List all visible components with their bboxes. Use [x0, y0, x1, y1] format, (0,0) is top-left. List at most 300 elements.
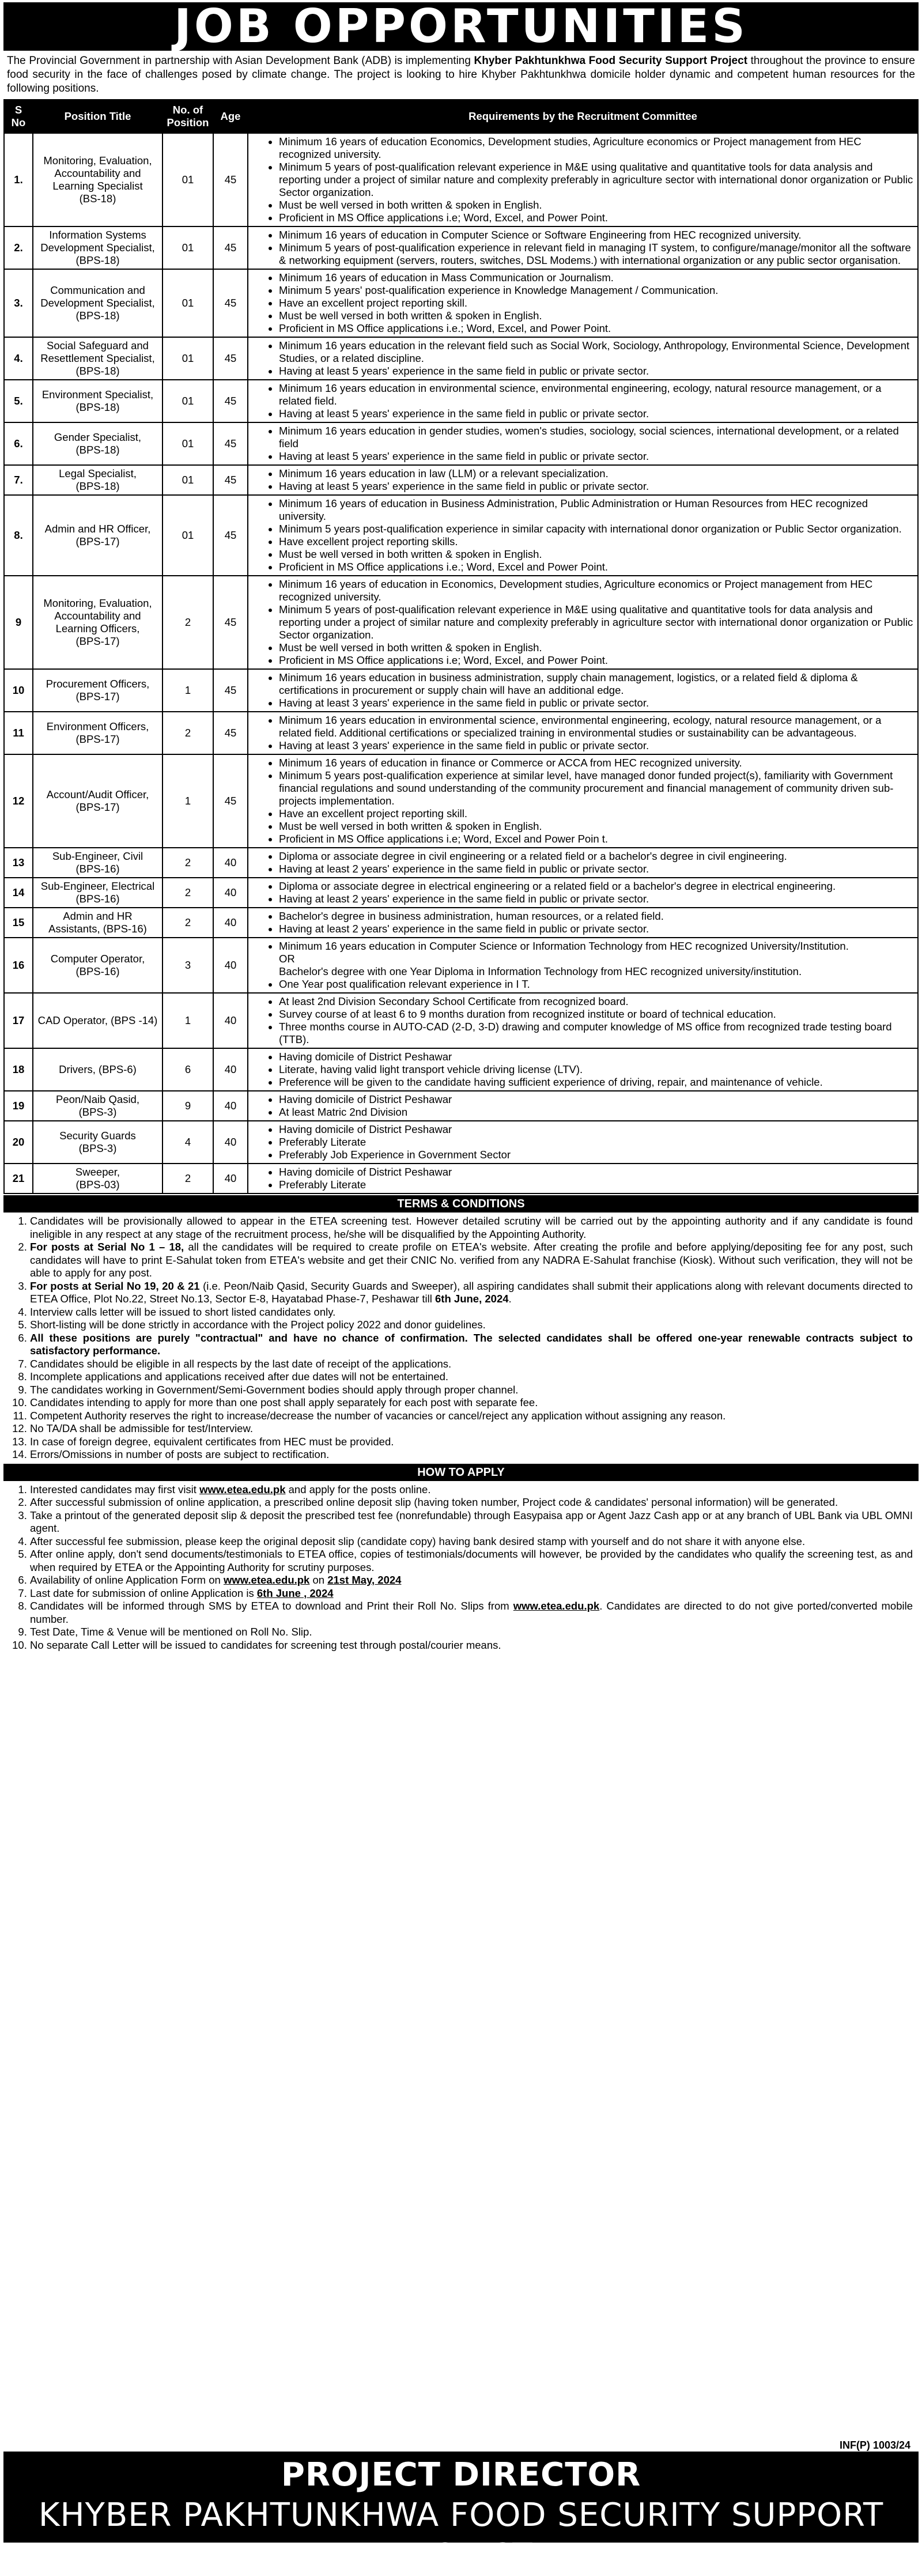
how-to-item: [30, 1626, 913, 1639]
how-to-text-end: on: [309, 1574, 328, 1586]
term-item: [30, 1422, 913, 1436]
number-of-positions: 2: [163, 712, 213, 754]
table-row: [4, 422, 918, 465]
position-grade: (BPS-18): [75, 401, 120, 413]
term-item: [30, 1332, 913, 1358]
term-text: The candidates working in Government/Semi-Government bodies should apply through proper channel.: [30, 1383, 519, 1396]
position-name: Social Safeguard and Resettlement Specialist,: [40, 339, 155, 364]
requirements: [248, 908, 918, 938]
position-name: Sub-Engineer, Electrical: [40, 880, 155, 892]
header-age: Age: [213, 100, 248, 133]
how-to-text: Availability of online Application Form on: [30, 1574, 224, 1586]
requirements-list: [251, 578, 915, 667]
table-body: [4, 133, 918, 1193]
table-row: [4, 380, 918, 422]
how-to-text: After successful submission of online application, a prescribed online deposit slip (having token number, Project code & candidates' personal information) will be generated.: [30, 1496, 838, 1508]
number-of-positions: 01: [163, 269, 213, 337]
requirement-item: • Minimum 5 years of post-qualification experience in relevant field in managing IT system, to configure/manage/monitor all the software & networking equipment (servers, routers, switches, DSL Modems.) with international organization or any public sector organisation.: [279, 241, 915, 267]
how-to-item: [30, 1483, 913, 1497]
term-lead: For posts at Serial No 19, 20 & 21: [30, 1279, 200, 1292]
requirement-item: • Proficient in MS Office applications i.e.; Word, Excel and Power Point.: [279, 561, 915, 573]
requirement-item: • Minimum 16 years education in environmental science, environmental engineering, ecology, natural resource management, or a related field. Additional certifications or specialized training in environmental studies or sustainability can be advantageous.: [279, 714, 915, 739]
requirement-item: • Minimum 5 years' post-qualification experience in Knowledge Management / Communication.: [279, 284, 915, 297]
requirement-item: • Minimum 16 years education in law (LLM) or a relevant specialization.: [279, 467, 915, 480]
requirement-item: • Have an excellent project reporting skill.: [279, 807, 915, 820]
how-to-item: [30, 1548, 913, 1574]
requirements: [248, 133, 918, 226]
position-grade: (BPS-18): [75, 444, 120, 456]
requirement-item: • Proficient in MS Office applications i.e; Word, Excel and Power Poin t.: [279, 833, 915, 845]
term-item: [30, 1370, 913, 1384]
position-grade: (BPS-16): [75, 893, 120, 905]
term-item: [30, 1448, 913, 1461]
requirement-item: • Literate, having valid light transport vehicle driving license (LTV).: [279, 1063, 915, 1076]
requirement-item: • Minimum 16 years of education in Mass Communication or Journalism.: [279, 271, 915, 284]
requirement-item: • Minimum 16 years of education in Computer Science or Software Engineering from HEC recognized university.: [279, 229, 915, 241]
term-text: Candidates intending to apply for more than one post shall apply separately for each post with separate fee.: [30, 1396, 538, 1408]
position-name: Procurement Officers,: [46, 678, 150, 690]
requirements: [248, 495, 918, 576]
number-of-positions: 01: [163, 495, 213, 576]
serial-number: 19: [4, 1091, 33, 1121]
position-title: [33, 669, 163, 712]
position-grade: (BPS-17): [75, 535, 120, 547]
position-title: [33, 993, 163, 1048]
advert-reference: INF(P) 1003/24: [839, 2439, 910, 2451]
term-text: Short-listing will be done strictly in accordance with the Project policy 2022 and donor guidelines.: [30, 1319, 486, 1331]
etea-website-link[interactable]: www.etea.edu.pk: [199, 1483, 286, 1495]
requirement-item: • Having at least 5 years' experience in the same field in public or private sector.: [279, 365, 915, 377]
requirements: [248, 465, 918, 495]
requirement-item: • Minimum 5 years of post-qualification relevant experience in M&E using qualitative and quantitative tools for data analysis and reporting under a project of similar nature and complexity preferably in agriculture sector with international donor organization or Public Sector organization.: [279, 161, 915, 199]
position-name: Security Guards: [59, 1130, 136, 1142]
position-grade: (BS-18): [79, 192, 116, 205]
age-limit: 45: [213, 133, 248, 226]
number-of-positions: 4: [163, 1121, 213, 1164]
requirements: [248, 1164, 918, 1193]
age-limit: 45: [213, 576, 248, 669]
requirements: [248, 848, 918, 878]
requirement-item: • Must be well versed in both written & spoken in English.: [279, 820, 915, 833]
table-row: [4, 993, 918, 1048]
requirements: [248, 993, 918, 1048]
requirement-item: • Having at least 5 years' experience in the same field in public or private sector.: [279, 407, 915, 420]
requirements-list: [251, 1166, 915, 1191]
terms-heading: TERMS & CONDITIONS: [3, 1195, 919, 1213]
table-row: [4, 878, 918, 908]
age-limit: 40: [213, 1048, 248, 1091]
term-deadline: 6th June, 2024: [435, 1293, 509, 1305]
requirement-item: • Having domicile of District Peshawar: [279, 1093, 915, 1106]
requirements-list: [251, 757, 915, 845]
position-name: Computer Operator,: [50, 953, 145, 965]
requirements-list: [251, 1051, 915, 1089]
serial-number: 1.: [4, 133, 33, 226]
number-of-positions: 3: [163, 938, 213, 993]
term-item: [30, 1410, 913, 1423]
position-grade: (BPS-03): [75, 1179, 120, 1191]
requirement-item: • Have an excellent project reporting skill.: [279, 297, 915, 309]
term-text: Competent Authority reserves the right to increase/decrease the number of vacancies or cancel/reject any application without assigning any reason.: [30, 1409, 726, 1422]
requirement-item: • Three months course in AUTO-CAD (2-D, 3-D) drawing and computer knowledge of MS office from recognized trade testing board (TTB).: [279, 1021, 915, 1046]
table-row: [4, 1164, 918, 1193]
requirement-item: • Having domicile of District Peshawar: [279, 1123, 915, 1136]
positions-table: [3, 99, 919, 1194]
requirements: [248, 669, 918, 712]
table-row: [4, 576, 918, 669]
serial-number: 14: [4, 878, 33, 908]
age-limit: 40: [213, 993, 248, 1048]
age-limit: 45: [213, 712, 248, 754]
intro-text-2: throughout the province to ensure food security in the face of challenges posed by climate change. The project is looking to hire Khyber Pakhtunkhwa domicile holder dynamic and competent human resources for the following positions.: [7, 55, 915, 95]
position-name: Sub-Engineer, Civil: [52, 850, 143, 862]
term-text: No TA/DA shall be admissible for test/Interview.: [30, 1422, 253, 1434]
table-row: [4, 1091, 918, 1121]
term-text: all the candidates will be required to create profile on ETEA's website. After creating the profile and before applying/depositing fee for any post, such candidates will have to print E-Sahulat token from ETEA's website and get their CNIC No. verified from any NADRA E-Sahulat franchise (Kiosk). Without such verification, they will not be able to apply for any post.: [30, 1241, 913, 1279]
requirement-item: • Minimum 16 years education in gender studies, women's studies, sociology, social sciences, international development, or a related field: [279, 425, 915, 450]
header-sno: S No: [4, 100, 33, 133]
term-text: Incomplete applications and applications received after due dates will not be entertained.: [30, 1370, 449, 1383]
number-of-positions: 2: [163, 848, 213, 878]
requirements-list: [251, 339, 915, 377]
term-text: Errors/Omissions in number of posts are subject to rectification.: [30, 1448, 330, 1460]
term-text: (i.e. Peon/Naib Qasid, Security Guards and Sweeper), all aspiring candidates shall submit their applications along with relevant documents directed to ETEA Office, Plot No.22, Street No.13, Sector E-8, Hayatabad Phase-7, Peshawar till: [30, 1279, 913, 1305]
requirement-item: • Minimum 5 years post-qualification experience in similar capacity with international donor organization or Public Sector organization.: [279, 523, 915, 535]
number-of-positions: 2: [163, 1164, 213, 1193]
position-name: Environment Specialist,: [41, 388, 154, 401]
term-item: [30, 1358, 913, 1371]
requirement-item: • Having at least 2 years' experience in the same field in public or private sector.: [279, 863, 915, 875]
requirements: [248, 878, 918, 908]
requirement-item: • Having at least 2 years' experience in the same field in public or private sector.: [279, 893, 915, 905]
serial-number: 4.: [4, 337, 33, 380]
requirement-item: • Having at least 5 years' experience in the same field in public or private sector.: [279, 450, 915, 463]
position-grade: (BPS-16): [75, 965, 120, 977]
requirements-list: [251, 497, 915, 573]
requirement-item: • Minimum 16 years of education in Economics, Development studies, Agriculture economics or Project management from HEC recognized university.: [279, 578, 915, 603]
position-title: [33, 712, 163, 754]
number-of-positions: 01: [163, 337, 213, 380]
etea-website-link[interactable]: www.etea.edu.pk: [513, 1600, 600, 1612]
number-of-positions: 2: [163, 908, 213, 938]
requirements: [248, 712, 918, 754]
position-title: [33, 422, 163, 465]
position-name: Information Systems Development Specialist,: [40, 229, 155, 254]
how-to-item: [30, 1496, 913, 1509]
position-grade: (BPS-17): [75, 733, 120, 745]
term-item: [30, 1241, 913, 1280]
position-title: [33, 908, 163, 938]
number-of-positions: 1: [163, 993, 213, 1048]
requirements: [248, 754, 918, 848]
number-of-positions: 01: [163, 133, 213, 226]
serial-number: 20: [4, 1121, 33, 1164]
how-to-text-end: . Candidates are directed to do not give ported/converted mobile number.: [30, 1600, 913, 1625]
position-grade: (BPS-18): [75, 309, 120, 322]
requirements-list: [251, 1123, 915, 1161]
requirement-item: • Diploma or associate degree in electrical engineering or a related field or a bachelor's degree in electrical engineering.: [279, 880, 915, 893]
age-limit: 40: [213, 1091, 248, 1121]
requirements: [248, 1091, 918, 1121]
position-name: Environment Officers,: [46, 720, 149, 732]
requirements-list: [251, 1093, 915, 1119]
how-to-item: [30, 1574, 913, 1587]
requirement-item: • Minimum 5 years post-qualification experience at similar level, have managed donor funded project(s), familiarity with Government financial regulations and sound understanding of the community procurement and financial management of community driven sub-projects implementation.: [279, 769, 915, 807]
table-row: [4, 848, 918, 878]
position-grade: (BPS-18): [75, 365, 120, 377]
how-to-item: [30, 1639, 913, 1652]
requirement-item: • At least 2nd Division Secondary School Certificate from recognized board.: [279, 995, 915, 1008]
serial-number: 5.: [4, 380, 33, 422]
serial-number: 15: [4, 908, 33, 938]
table-row: [4, 938, 918, 993]
requirements-list: [251, 880, 915, 905]
how-to-item: [30, 1535, 913, 1548]
requirements-list: [251, 671, 915, 709]
position-title: [33, 754, 163, 848]
intro-paragraph: [3, 54, 919, 99]
table-row: [4, 908, 918, 938]
term-item: [30, 1306, 913, 1319]
how-to-text: After online apply, don't send documents/testimonials to ETEA office, copies of testimonials/documents will however, be provided by the candidates who qualify the screening test, as and when required by ETEA or the Appointing Authority for scrutiny purposes.: [30, 1548, 913, 1573]
requirements-list: [251, 910, 915, 935]
how-to-text: No separate Call Letter will be issued to candidates for screening test through postal/courier means.: [30, 1638, 501, 1651]
position-grade: (BPS-17): [75, 635, 120, 647]
requirements-list: [251, 271, 915, 335]
requirement-item: • Preferably Job Experience in Government Sector: [279, 1149, 915, 1161]
age-limit: 40: [213, 938, 248, 993]
requirement-item: • Minimum 16 years education in business administration, supply chain management, logistics, or a related field & diploma & certifications in procurement or supply chain will have an additional edge.: [279, 671, 915, 697]
number-of-positions: 01: [163, 380, 213, 422]
etea-website-link[interactable]: www.etea.edu.pk: [223, 1574, 310, 1586]
age-limit: 40: [213, 1121, 248, 1164]
how-to-date: 6th June , 2024: [256, 1587, 334, 1599]
position-name: Communication and Development Specialist,: [40, 284, 155, 309]
position-name: CAD Operator, (BPS -14): [37, 1014, 158, 1026]
how-to-text: Interested candidates may first visit: [30, 1483, 200, 1495]
table-row: [4, 337, 918, 380]
how-to-apply-list: [3, 1483, 919, 1652]
position-name: Admin and HR Assistants, (BPS-16): [48, 910, 147, 935]
project-name: Khyber Pakhtunkhwa Food Security Support Project: [474, 55, 748, 67]
header-position: Position Title: [33, 100, 163, 133]
table-row: [4, 269, 918, 337]
serial-number: 10: [4, 669, 33, 712]
position-name: Admin and HR Officer,: [44, 523, 151, 535]
serial-number: 11: [4, 712, 33, 754]
number-of-positions: 1: [163, 669, 213, 712]
requirement-item: • Preferably Literate: [279, 1179, 915, 1191]
requirement-item: • Having at least 3 years' experience in the same field in public or private sector.: [279, 739, 915, 752]
requirement-item: • Proficient in MS Office applications i.e; Word, Excel, and Power Point.: [279, 211, 915, 224]
term-lead: All these positions are purely "contractual" and have no chance of confirmation. The selected candidates shall be offered one-year renewable contracts subject to satisfactory performance.: [30, 1331, 913, 1357]
table-header-row: [4, 100, 918, 133]
serial-number: 6.: [4, 422, 33, 465]
serial-number: 18: [4, 1048, 33, 1091]
how-to-item: [30, 1509, 913, 1535]
page-title: JOB OPPORTUNITIES: [3, 2, 919, 51]
position-grade: (BPS-18): [75, 254, 120, 266]
number-of-positions: 01: [163, 226, 213, 269]
requirements: [248, 226, 918, 269]
requirement-item: • Bachelor's degree in business administration, human resources, or a related field.: [279, 910, 915, 923]
terms-list: [3, 1215, 919, 1461]
position-name: Account/Audit Officer, (BPS-17): [46, 788, 149, 813]
term-text: Candidates will be provisionally allowed to appear in the ETEA screening test. However detailed scrutiny will be carried out by the appointing authority and if any candidate is found ineligible in any respect at any stage of the recruitment process, he/she will be disqualified by the Appointing Authority.: [30, 1215, 913, 1240]
position-title: [33, 269, 163, 337]
age-limit: 45: [213, 669, 248, 712]
age-limit: 40: [213, 878, 248, 908]
requirements: [248, 1121, 918, 1164]
term-text: In case of foreign degree, equivalent certificates from HEC must be provided.: [30, 1435, 394, 1448]
position-title: [33, 1091, 163, 1121]
how-to-apply-heading: HOW TO APPLY: [3, 1464, 919, 1481]
requirement-item: • Minimum 16 years of education Economics, Development studies, Agriculture economics or Project management from HEC recognized university.: [279, 135, 915, 161]
requirements-list: [251, 940, 915, 991]
requirements-list: [251, 229, 915, 267]
term-text: Interview calls letter will be issued to short listed candidates only.: [30, 1305, 336, 1318]
requirement-item: • Having at least 3 years' experience in the same field in public or private sector.: [279, 697, 915, 709]
serial-number: 3.: [4, 269, 33, 337]
serial-number: 12: [4, 754, 33, 848]
term-item: [30, 1396, 913, 1410]
requirement-item: • Minimum 16 years education in the relevant field such as Social Work, Sociology, Anthropology, Environmental Science, Development Studies, or a related discipline.: [279, 339, 915, 365]
requirement-item: • Preferably Literate: [279, 1136, 915, 1149]
how-to-text: After successful fee submission, please keep the original deposit slip (candidate copy) having bank desired stamp with yourself and do not share it with anyone else.: [30, 1535, 806, 1547]
position-name: Monitoring, Evaluation, Accountability and Learning Officers,: [43, 597, 152, 634]
how-to-text-end: and apply for the posts online.: [285, 1483, 431, 1495]
requirements: [248, 576, 918, 669]
requirements-list: [251, 425, 915, 463]
number-of-positions: 1: [163, 754, 213, 848]
how-to-date: 21st May, 2024: [327, 1574, 402, 1586]
position-title: [33, 380, 163, 422]
serial-number: 7.: [4, 465, 33, 495]
requirements: [248, 380, 918, 422]
age-limit: 45: [213, 380, 248, 422]
position-grade: (BPS-18): [75, 480, 120, 492]
requirement-item: • Preference will be given to the candidate having sufficient experience of driving, repair, and maintenance of vehicle.: [279, 1076, 915, 1089]
term-item: [30, 1215, 913, 1241]
requirements-list: [251, 850, 915, 875]
table-row: [4, 133, 918, 226]
requirement-item: • Having at least 5 years' experience in the same field in public or private sector.: [279, 480, 915, 493]
requirement-item: • Must be well versed in both written & spoken in English.: [279, 199, 915, 211]
requirement-item: • Having domicile of District Peshawar: [279, 1051, 915, 1063]
table-row: [4, 495, 918, 576]
requirement-item: • Minimum 16 years education in Computer Science or Information Technology from HEC recognized University/Institution. OR Bachelor's degree with one Year Diploma in Information Technology from HEC recognized university/institution.: [279, 940, 915, 978]
position-grade: (BPS-17): [75, 690, 120, 702]
requirements-list: [251, 714, 915, 752]
how-to-text: Candidates will be informed through SMS by ETEA to download and Print their Roll No. Slips from: [30, 1600, 513, 1612]
term-item: [30, 1384, 913, 1397]
how-to-item: [30, 1600, 913, 1626]
age-limit: 45: [213, 495, 248, 576]
number-of-positions: 2: [163, 878, 213, 908]
position-title: [33, 848, 163, 878]
serial-number: 8.: [4, 495, 33, 576]
position-name: Gender Specialist,: [54, 431, 142, 443]
number-of-positions: 01: [163, 465, 213, 495]
footer-project: KHYBER PAKHTUNKHWA FOOD SECURITY SUPPORT PROJECT: [38, 2496, 884, 2574]
term-item: [30, 1319, 913, 1332]
position-grade: (BPS-16): [75, 863, 120, 875]
table-row: [4, 754, 918, 848]
position-title: [33, 1121, 163, 1164]
age-limit: 45: [213, 269, 248, 337]
requirements: [248, 269, 918, 337]
age-limit: 45: [213, 422, 248, 465]
age-limit: 45: [213, 337, 248, 380]
age-limit: 45: [213, 754, 248, 848]
serial-number: 2.: [4, 226, 33, 269]
footer-title: PROJECT DIRECTOR: [281, 2456, 641, 2494]
requirement-item: • Minimum 16 years of education in Business Administration, Public Administration or Human Resources from HEC recognized university.: [279, 497, 915, 523]
term-text-end: .: [508, 1293, 512, 1305]
requirement-item: • Must be well versed in both written & spoken in English.: [279, 309, 915, 322]
position-grade: (BPS-3): [78, 1142, 117, 1154]
requirement-item: • Have excellent project reporting skills.: [279, 535, 915, 548]
table-row: [4, 1048, 918, 1091]
table-row: [4, 465, 918, 495]
term-item: [30, 1280, 913, 1306]
requirement-item: • Diploma or associate degree in civil engineering or a related field or a bachelor's degree in civil engineering.: [279, 850, 915, 863]
footer-banner: [3, 2452, 919, 2574]
serial-number: 16: [4, 938, 33, 993]
table-row: [4, 226, 918, 269]
number-of-positions: 2: [163, 576, 213, 669]
header-requirements: Requirements by the Recruitment Committee: [248, 100, 918, 133]
number-of-positions: 9: [163, 1091, 213, 1121]
position-name: Peon/Naib Qasid,: [55, 1093, 139, 1105]
number-of-positions: 6: [163, 1048, 213, 1091]
age-limit: 40: [213, 848, 248, 878]
requirement-item: • Having domicile of District Peshawar: [279, 1166, 915, 1179]
requirements: [248, 938, 918, 993]
requirement-item: • Minimum 16 years education in environmental science, environmental engineering, ecology, natural resource management, or a related field.: [279, 382, 915, 407]
position-title: [33, 495, 163, 576]
age-limit: 40: [213, 908, 248, 938]
requirements-list: [251, 135, 915, 224]
intro-text: The Provincial Government in partnership with Asian Development Bank (ADB) is implementing: [7, 55, 474, 67]
requirement-item: • At least Matric 2nd Division: [279, 1106, 915, 1119]
position-title: [33, 878, 163, 908]
requirement-item: • One Year post qualification relevant experience in I T.: [279, 978, 915, 991]
position-title: [33, 465, 163, 495]
table-row: [4, 669, 918, 712]
position-name: Drivers, (BPS-6): [59, 1063, 137, 1075]
serial-number: 9: [4, 576, 33, 669]
requirement-item: • Proficient in MS Office applications i.e; Word, Excel, and Power Point.: [279, 654, 915, 667]
number-of-positions: 01: [163, 422, 213, 465]
position-title: [33, 1048, 163, 1091]
table-row: [4, 1121, 918, 1164]
term-lead: For posts at Serial No 1 – 18,: [30, 1241, 184, 1253]
requirement-item: • Minimum 5 years of post-qualification relevant experience in M&E using qualitative and quantitative tools for data analysis and reporting under a project of similar nature and complexity preferably in agriculture sector with international donor organization or Public Sector organization.: [279, 603, 915, 641]
position-title: [33, 938, 163, 993]
requirements: [248, 1048, 918, 1091]
header-posts: No. of Position: [163, 100, 213, 133]
requirement-item: • Proficient in MS Office applications i.e.; Word, Excel, and Power Point.: [279, 322, 915, 335]
serial-number: 13: [4, 848, 33, 878]
how-to-text: Last date for submission of online Application is: [30, 1587, 257, 1599]
term-item: [30, 1436, 913, 1449]
position-title: [33, 1164, 163, 1193]
position-name: Sweeper,: [75, 1166, 120, 1178]
requirement-item: • Must be well versed in both written & spoken in English.: [279, 548, 915, 561]
requirement-item: • Minimum 16 years of education in finance or Commerce or ACCA from HEC recognized university.: [279, 757, 915, 769]
position-name: Monitoring, Evaluation, Accountability and Learning Specialist: [43, 154, 152, 192]
